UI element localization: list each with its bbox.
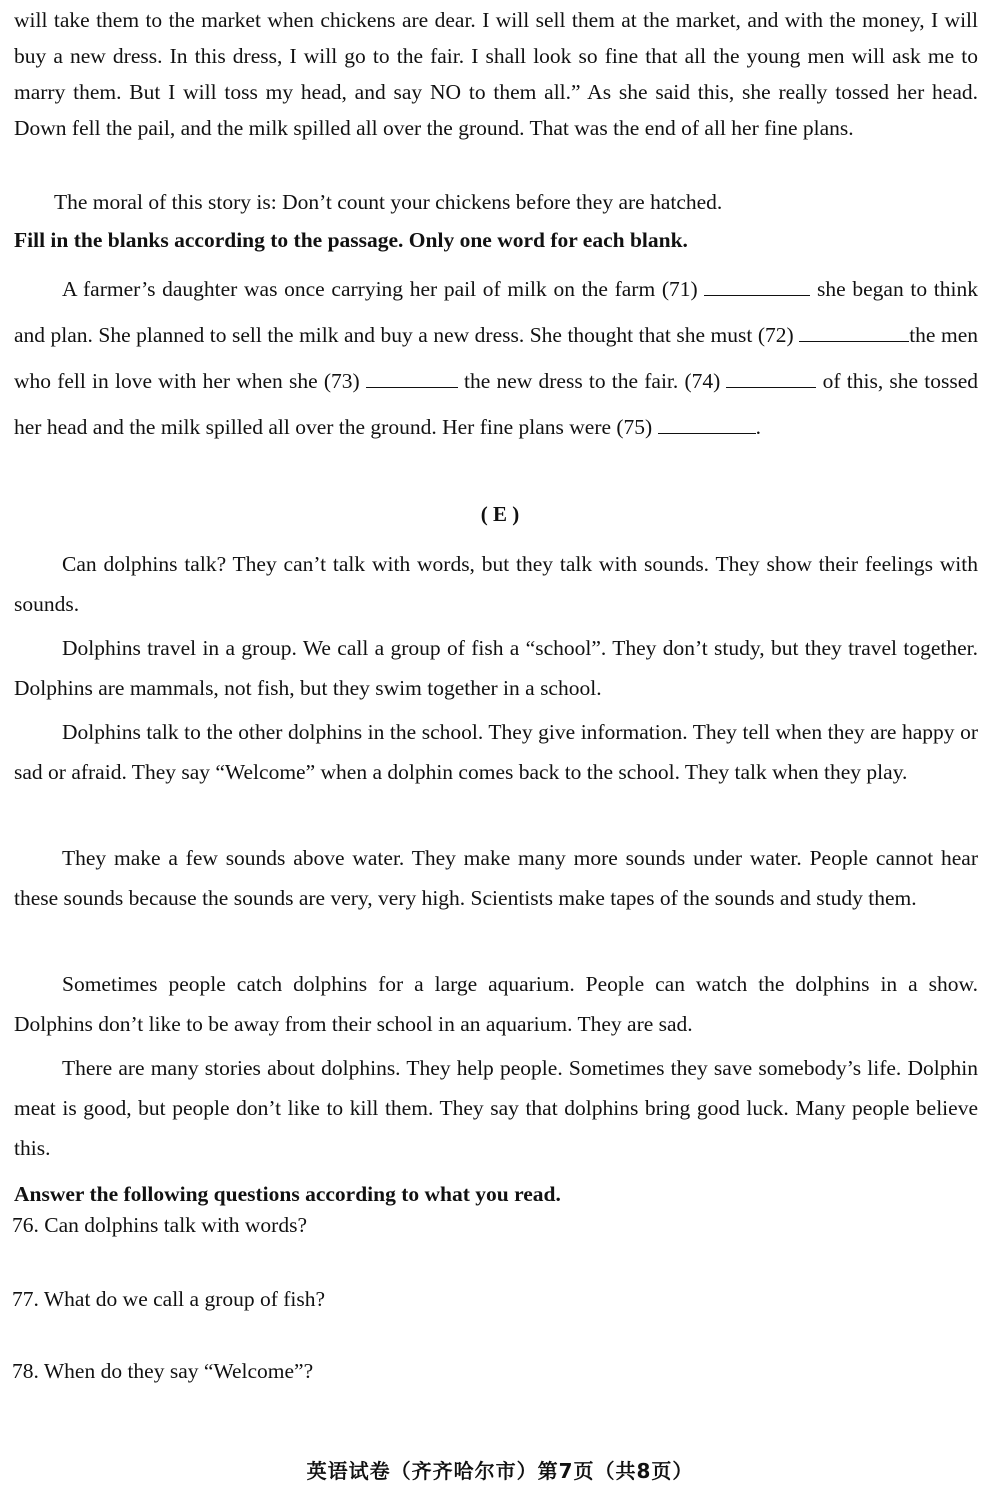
passage-e-paragraph-3: Dolphins talk to the other dolphins in the school. They give information. They tell when they are happy or sad or afraid. They say “Welcome” when a dolphin comes back to the school. They talk when they play. (14, 720, 978, 784)
summary-text-part-3: the men who fell in love with her when she (73) (14, 323, 978, 393)
blanks-instruction: Fill in the blanks according to the passage. Only one word for each blank. (14, 228, 688, 252)
question-76: 76. Can dolphins talk with words? (12, 1213, 308, 1237)
passage-e-paragraph-6: There are many stories about dolphins. They help people. Sometimes they save somebody’s life. Dolphin meat is good, but people don’t like to kill them. They say that dolphins bring good luck. Many people believe this. (14, 1056, 978, 1160)
blank-73[interactable] (366, 365, 458, 388)
passage-e-paragraph-4: They make a few sounds above water. They make many more sounds under water. People cannot hear these sounds because the sounds are very, very high. Scientists make tapes of the sounds and study them. (14, 846, 978, 910)
section-e-title: ( E ) (480, 502, 520, 526)
summary-text-part-4: the new dress to the fair. (74) (457, 369, 727, 393)
blank-75[interactable] (658, 411, 756, 434)
page-footer: 英语试卷（齐齐哈尔市）第7页（共8页） (306, 1459, 694, 1483)
summary-text-part-1: A farmer’s daughter was once carrying her pail of milk on the farm (71) (62, 277, 705, 301)
passage-e-paragraph-2: Dolphins travel in a group. We call a group of fish a “school”. They don’t study, but they travel together. Dolphins are mammals, not fish, but they swim together in a school. (14, 636, 978, 700)
blanks-summary-paragraph (14, 266, 978, 450)
passage-d-ending-paragraph: will take them to the market when chickens are dear. I will sell them at the market, and with the money, I will buy a new dress. In this dress, I will go to the fair. I shall look so fine that all the young men will ask me to marry them. But I will toss my head, and say NO to them all.” As she said this, she really tossed her head. Down fell the pail, and the milk spilled all over the ground. That was the end of all her fine plans. (14, 8, 978, 140)
question-77: 77. What do we call a group of fish? (12, 1287, 326, 1311)
blank-74[interactable] (726, 365, 816, 388)
passage-e-paragraph-1: Can dolphins talk? They can’t talk with words, but they talk with sounds. They show their feelings with sounds. (14, 552, 978, 616)
summary-text-part-2: she began to think and plan. She planned to sell the milk and buy a new dress. She thought that she must (72) (14, 277, 978, 347)
blank-71[interactable] (704, 273, 810, 296)
summary-text-part-5: of this, she tossed her head and the milk spilled all over the ground. Her fine plans were (75) (14, 369, 979, 439)
questions-instruction: Answer the following questions according to what you read. (14, 1182, 561, 1206)
blank-72[interactable] (799, 319, 909, 342)
passage-e-paragraph-5: Sometimes people catch dolphins for a large aquarium. People can watch the dolphins in a show. Dolphins don’t like to be away from their school in an aquarium. They are sad. (14, 972, 978, 1036)
summary-text-part-6: . (755, 415, 761, 439)
moral-sentence: The moral of this story is: Don’t count your chickens before they are hatched. (54, 190, 723, 214)
question-78: 78. When do they say “Welcome”? (12, 1359, 314, 1383)
